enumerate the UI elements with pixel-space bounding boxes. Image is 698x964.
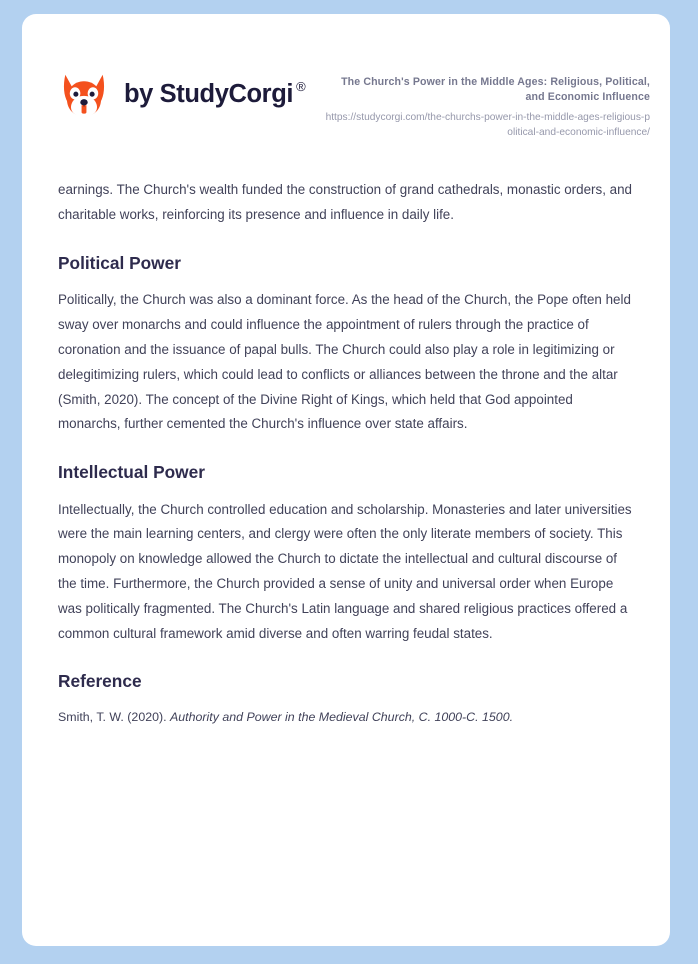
document-url[interactable]: https://studycorgi.com/the-churchs-power-in-the-middle-ages-religious-political-and-economic-influence/ bbox=[325, 111, 650, 138]
section-heading-reference: Reference bbox=[58, 671, 142, 692]
corgi-logo-icon bbox=[58, 69, 110, 121]
section-body-intellectual-power: Intellectually, the Church controlled education and scholarship. Monasteries and later universities were the main learning centers, and clergy were often the only literate members of society. This monopoly on knowledge allowed the Church to dictate the intellectual and cultural discourse of the time. Furthermore, the Church provided a sense of unity and universal order when Europe was politically fragmented. The Church's Latin language and shared religious practices offered a common cultural framework amid diverse and often warring feudal states. bbox=[58, 501, 632, 641]
document-header bbox=[22, 14, 670, 140]
reference-entry bbox=[58, 707, 632, 728]
header-meta bbox=[320, 63, 650, 140]
registered-trademark-icon: ® bbox=[296, 79, 306, 95]
brand-logo[interactable] bbox=[58, 63, 306, 121]
brand-wordmark bbox=[124, 79, 306, 109]
document-body bbox=[22, 178, 670, 728]
document-paper bbox=[22, 14, 670, 946]
brand-name: by StudyCorgi bbox=[124, 80, 294, 109]
reference-author-year: Smith, T. W. (2020). bbox=[58, 709, 167, 724]
section-heading-political-power: Political Power bbox=[58, 252, 181, 273]
reference-title: Authority and Power in the Medieval Church, C. 1000-C. 1500. bbox=[170, 709, 514, 724]
document-title: The Church's Power in the Middle Ages: Religious, Political, and Economic Influence bbox=[341, 76, 650, 104]
section-body-political-power: Politically, the Church was also a dominant force. As the head of the Church, the Pope often held sway over monarchs and could influence the appointment of rulers through the practice of coronation and the issuance of papal bulls. The Church could also play a role in legitimizing or delegitimizing rulers, which could lead to conflicts or alliances between the throne and the altar (Smith, 2020). The concept of the Divine Right of Kings, which held that God appointed monarchs, further cemented the Church's influence over state affairs. bbox=[58, 292, 631, 432]
intro-paragraph: earnings. The Church's wealth funded the construction of grand cathedrals, monastic orders, and charitable works, reinforcing its presence and influence in daily life. bbox=[58, 182, 632, 223]
section-heading-intellectual-power: Intellectual Power bbox=[58, 462, 205, 483]
